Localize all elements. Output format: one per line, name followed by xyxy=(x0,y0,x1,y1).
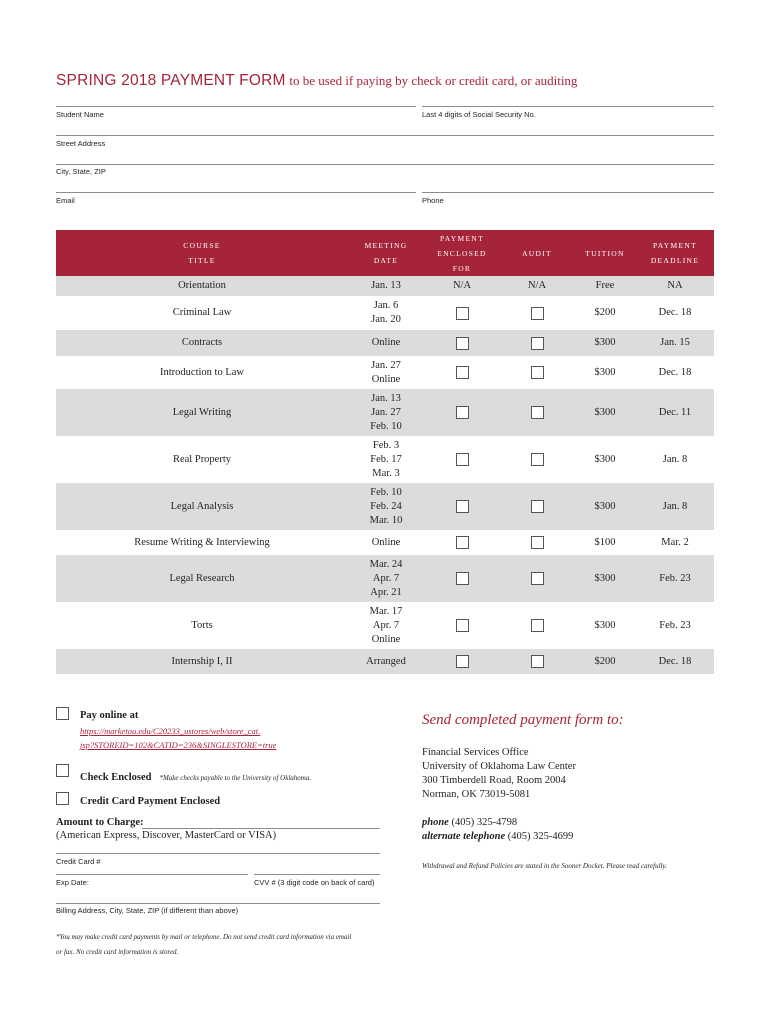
audit-cell xyxy=(500,602,574,649)
course-title-cell xyxy=(56,296,348,330)
tuition-cell xyxy=(574,602,636,649)
refund-policy-note: Withdrawal and Refund Policies are stated in the Sooner Docket. Please read carefully. xyxy=(422,862,667,870)
course-title: Introduction to Law xyxy=(160,366,244,378)
audit-checkbox[interactable] xyxy=(531,572,544,585)
payment-deadline: Dec. 18 xyxy=(658,307,692,318)
student-name-label: Student Name xyxy=(56,110,104,119)
address-line-1: Financial Services Office xyxy=(422,747,529,758)
meeting-date-lines xyxy=(370,486,403,528)
audit-cell xyxy=(500,330,574,356)
table-row xyxy=(56,483,714,531)
payment-enclosed-checkbox[interactable] xyxy=(456,619,469,632)
phone-number: (405) 325-4798 xyxy=(451,817,518,828)
deadline-cell xyxy=(636,649,714,674)
table-row xyxy=(56,602,714,650)
alt-phone-row xyxy=(422,831,573,842)
payment-enclosed-cell xyxy=(424,530,500,555)
meeting-date: Mar. 17 xyxy=(369,605,403,617)
payment-deadline: Jan. 8 xyxy=(662,500,688,512)
meeting-date: Mar. 24 xyxy=(369,558,403,570)
ssn-line[interactable] xyxy=(422,106,714,107)
audit-checkbox[interactable] xyxy=(531,307,544,320)
audit-cell xyxy=(500,649,574,674)
tuition-amount: $300 xyxy=(594,500,616,512)
audit-checkbox[interactable] xyxy=(531,337,544,350)
meeting-date: Jan. 6 xyxy=(373,300,399,311)
payment-enclosed-checkbox[interactable] xyxy=(456,453,469,466)
audit-checkbox[interactable] xyxy=(531,406,544,419)
col-audit: AUDIT xyxy=(522,248,552,258)
pay-online-link-1[interactable]: https://marketou.edu/C20233_ustores/web/store_cat. xyxy=(80,726,261,736)
credit-card-checkbox[interactable] xyxy=(56,792,69,805)
meeting-date-lines xyxy=(370,392,402,434)
send-heading: Send completed payment form to: xyxy=(422,712,624,728)
course-title: Internship I, II xyxy=(171,655,233,667)
pay-online-link-2[interactable]: jsp?STOREID=102&CATID=236&SINGLESTORE=true xyxy=(80,740,277,750)
meeting-date: Feb. 10 xyxy=(370,420,402,432)
meeting-date-cell xyxy=(348,436,424,483)
payment-deadline: Feb. 23 xyxy=(659,619,691,631)
meeting-date-cell xyxy=(348,296,424,330)
payment-deadline: NA xyxy=(667,280,683,291)
deadline-cell xyxy=(636,330,714,356)
tuition-amount: $300 xyxy=(594,406,616,418)
payment-deadline: Mar. 2 xyxy=(661,536,689,548)
payment-enclosed-checkbox[interactable] xyxy=(456,500,469,513)
payment-enclosed-checkbox[interactable] xyxy=(456,406,469,419)
street-label: Street Address xyxy=(56,139,106,148)
alt-phone-number: (405) 325-4699 xyxy=(507,831,574,842)
table-row xyxy=(56,555,714,603)
course-title: Criminal Law xyxy=(172,307,232,318)
amount-label: Amount to Charge: xyxy=(56,817,144,828)
audit-cell xyxy=(500,436,574,483)
meeting-date: Feb. 17 xyxy=(370,453,402,465)
payment-enclosed-cell xyxy=(424,330,500,356)
payment-deadline: Jan. 8 xyxy=(662,453,688,465)
tuition-amount: $100 xyxy=(594,536,616,548)
course-title-cell xyxy=(56,602,348,649)
deadline-cell xyxy=(636,276,714,296)
meeting-date: Jan. 20 xyxy=(371,314,401,325)
address-line-4: Norman, OK 73019-5081 xyxy=(422,789,531,800)
card-number-line[interactable] xyxy=(56,853,380,854)
audit-checkbox[interactable] xyxy=(531,536,544,549)
course-title: Contracts xyxy=(181,337,223,348)
payment-deadline: Feb. 23 xyxy=(659,572,691,584)
col-payment-enclosed: PAYMENT ENCLOSED FOR xyxy=(437,233,487,273)
col-course-title: COURSE TITLE xyxy=(183,241,221,265)
meeting-date-lines xyxy=(370,605,403,647)
meeting-date-cell xyxy=(348,602,424,649)
tuition-cell xyxy=(574,530,636,555)
course-title-cell xyxy=(56,389,348,436)
tuition-cell xyxy=(574,389,636,436)
audit-checkbox[interactable] xyxy=(531,655,544,668)
course-title: Legal Analysis xyxy=(170,500,234,512)
course-title-cell xyxy=(56,483,348,530)
course-title-cell xyxy=(56,356,348,389)
payment-enclosed-cell xyxy=(424,555,500,602)
tuition-cell xyxy=(574,649,636,674)
meeting-date-cell xyxy=(348,483,424,530)
check-enclosed-label: Check Enclosed xyxy=(80,772,152,783)
course-title-cell xyxy=(56,276,348,296)
audit-cell xyxy=(500,356,574,389)
exp-date-line[interactable] xyxy=(56,874,248,875)
meeting-date: Arranged xyxy=(366,655,406,667)
audit-cell xyxy=(500,276,574,296)
cvv-line[interactable] xyxy=(254,874,380,875)
tuition-amount: $300 xyxy=(594,619,616,631)
page-title xyxy=(56,72,577,90)
tuition-cell xyxy=(574,296,636,330)
city-line[interactable] xyxy=(56,164,714,165)
check-note: *Make checks payable to the University of Oklahoma. xyxy=(159,774,312,782)
credit-card-label: Credit Card Payment Enclosed xyxy=(80,796,221,807)
table-row xyxy=(56,389,714,437)
course-title-cell xyxy=(56,649,348,674)
deadline-cell xyxy=(636,296,714,330)
tuition-amount: $300 xyxy=(594,453,616,465)
email-line[interactable] xyxy=(56,192,416,193)
meeting-date-lines xyxy=(371,359,401,387)
meeting-date: Apr. 7 xyxy=(372,619,400,631)
payment-enclosed-cell xyxy=(424,649,500,674)
meeting-date-cell xyxy=(348,276,424,296)
course-title: Real Property xyxy=(172,453,232,465)
col-meeting-date: MEETING DATE xyxy=(364,241,408,265)
tuition-cell xyxy=(574,555,636,602)
deadline-cell xyxy=(636,530,714,555)
phone-row xyxy=(422,817,517,828)
course-title: Resume Writing & Interviewing xyxy=(134,536,270,548)
payment-enclosed-checkbox[interactable] xyxy=(456,366,469,379)
check-enclosed-row xyxy=(80,767,311,785)
city-label: City, State, ZIP xyxy=(56,167,106,176)
pay-online-checkbox[interactable] xyxy=(56,707,69,720)
table-row xyxy=(56,296,714,331)
meeting-date: Jan. 27 xyxy=(371,359,401,371)
mailing-address xyxy=(422,746,576,802)
meeting-date-cell xyxy=(348,330,424,356)
deadline-cell xyxy=(636,436,714,483)
deadline-cell xyxy=(636,389,714,436)
payment-deadline: Jan. 15 xyxy=(660,337,690,348)
payment-enclosed-checkbox[interactable] xyxy=(456,536,469,549)
student-name-line[interactable] xyxy=(56,106,416,107)
course-title-cell xyxy=(56,436,348,483)
accepted-cards: (American Express, Discover, MasterCard or VISA) xyxy=(56,830,277,841)
phone-label: Phone xyxy=(422,196,444,205)
payment-enclosed-checkbox[interactable] xyxy=(456,307,469,320)
phone-label-text: phone xyxy=(422,817,449,828)
address-line-3: 300 Timberdell Road, Room 2004 xyxy=(422,775,566,786)
tuition-amount: $300 xyxy=(594,366,616,378)
meeting-date-lines xyxy=(370,558,403,600)
tuition-amount: $300 xyxy=(594,337,616,348)
card-note-2: or fax. No credit card information is stored. xyxy=(56,948,179,956)
meeting-date: Online xyxy=(371,633,401,645)
payment-deadline: Dec. 18 xyxy=(658,655,692,667)
course-title-cell xyxy=(56,530,348,555)
tuition-cell xyxy=(574,436,636,483)
phone-line[interactable] xyxy=(422,192,714,193)
amount-line[interactable] xyxy=(142,828,380,829)
course-title-cell xyxy=(56,330,348,356)
audit-cell xyxy=(500,555,574,602)
meeting-date-cell xyxy=(348,530,424,555)
meeting-date: Mar. 3 xyxy=(372,467,400,479)
course-title: Legal Research xyxy=(169,572,235,584)
meeting-date: Jan. 13 xyxy=(371,392,401,404)
ssn-label: Last 4 digits of Social Security No. xyxy=(422,110,536,119)
table-row xyxy=(56,356,714,390)
meeting-date: Jan. 13 xyxy=(371,280,401,291)
billing-label: Billing Address, City, State, ZIP (if different than above) xyxy=(56,906,239,915)
col-tuition: TUITION xyxy=(585,248,625,258)
course-title-cell xyxy=(56,555,348,602)
meeting-date: Feb. 10 xyxy=(370,486,402,498)
meeting-date-lines xyxy=(366,655,406,669)
street-line[interactable] xyxy=(56,135,714,136)
meeting-date: Jan. 27 xyxy=(371,406,401,418)
table-row xyxy=(56,436,714,484)
deadline-cell xyxy=(636,602,714,649)
meeting-date-lines xyxy=(372,536,401,550)
payment-enclosed-checkbox[interactable] xyxy=(456,655,469,668)
table-row xyxy=(56,330,714,357)
meeting-date: Apr. 21 xyxy=(370,586,402,598)
card-note-1: *You may make credit card payments by mail or telephone. Do not send credit card information via email xyxy=(56,933,352,941)
payment-enclosed-cell xyxy=(424,483,500,530)
meeting-date-lines xyxy=(371,279,401,293)
meeting-date: Apr. 7 xyxy=(372,572,400,584)
tuition-amount: Free xyxy=(595,280,615,291)
tuition-amount: $200 xyxy=(594,655,616,667)
payment-enclosed-checkbox[interactable] xyxy=(456,572,469,585)
meeting-date: Online xyxy=(371,536,401,548)
audit-cell xyxy=(500,296,574,330)
course-title: Orientation xyxy=(178,280,226,291)
tuition-amount: $300 xyxy=(594,572,616,584)
meeting-date: Feb. 3 xyxy=(372,439,400,451)
meeting-date-cell xyxy=(348,389,424,436)
deadline-cell xyxy=(636,483,714,530)
deadline-cell xyxy=(636,356,714,389)
table-header xyxy=(56,230,714,276)
course-title: Torts xyxy=(191,619,213,631)
tuition-cell xyxy=(574,483,636,530)
form-title: SPRING 2018 PAYMENT FORM xyxy=(56,72,286,89)
meeting-date-lines xyxy=(371,299,401,327)
card-number-label: Credit Card # xyxy=(56,857,101,866)
payment-enclosed-text: N/A xyxy=(452,280,472,291)
meeting-date: Online xyxy=(371,373,401,385)
payment-enclosed-checkbox[interactable] xyxy=(456,337,469,350)
payment-deadline: Dec. 11 xyxy=(658,406,692,418)
pay-online-label: Pay online at xyxy=(80,710,139,721)
meeting-date-cell xyxy=(348,555,424,602)
email-label: Email xyxy=(56,196,75,205)
address-line-2: University of Oklahoma Law Center xyxy=(422,761,576,772)
table-row xyxy=(56,530,714,556)
check-enclosed-checkbox[interactable] xyxy=(56,764,69,777)
meeting-date-cell xyxy=(348,649,424,674)
form-subtitle: to be used if paying by check or credit card, or auditing xyxy=(289,73,578,88)
audit-checkbox[interactable] xyxy=(531,619,544,632)
col-payment-deadline: PAYMENT DEADLINE xyxy=(650,241,700,265)
payment-enclosed-cell xyxy=(424,356,500,389)
payment-enclosed-cell xyxy=(424,602,500,649)
payment-enclosed-cell xyxy=(424,276,500,296)
tuition-cell xyxy=(574,356,636,389)
payment-enclosed-cell xyxy=(424,389,500,436)
cvv-label: CVV # (3 digit code on back of card) xyxy=(254,878,375,887)
payment-deadline: Dec. 18 xyxy=(658,366,692,378)
meeting-date: Feb. 24 xyxy=(370,500,402,512)
audit-cell xyxy=(500,389,574,436)
meeting-date-lines xyxy=(370,439,402,481)
meeting-date-lines xyxy=(372,336,401,350)
audit-checkbox[interactable] xyxy=(531,500,544,513)
tuition-amount: $200 xyxy=(594,307,616,318)
billing-line[interactable] xyxy=(56,903,380,904)
table-row xyxy=(56,649,714,675)
audit-cell xyxy=(500,483,574,530)
meeting-date: Online xyxy=(371,337,401,348)
alt-phone-label: alternate telephone xyxy=(422,831,506,842)
exp-date-label: Exp Date: xyxy=(56,878,89,887)
course-title: Legal Writing xyxy=(172,406,232,418)
audit-text: N/A xyxy=(527,280,547,291)
payment-enclosed-cell xyxy=(424,436,500,483)
payment-enclosed-cell xyxy=(424,296,500,330)
audit-cell xyxy=(500,530,574,555)
audit-checkbox[interactable] xyxy=(531,453,544,466)
table-row xyxy=(56,276,714,297)
meeting-date-cell xyxy=(348,356,424,389)
meeting-date: Mar. 10 xyxy=(369,514,403,526)
deadline-cell xyxy=(636,555,714,602)
audit-checkbox[interactable] xyxy=(531,366,544,379)
tuition-cell xyxy=(574,330,636,356)
tuition-cell xyxy=(574,276,636,296)
